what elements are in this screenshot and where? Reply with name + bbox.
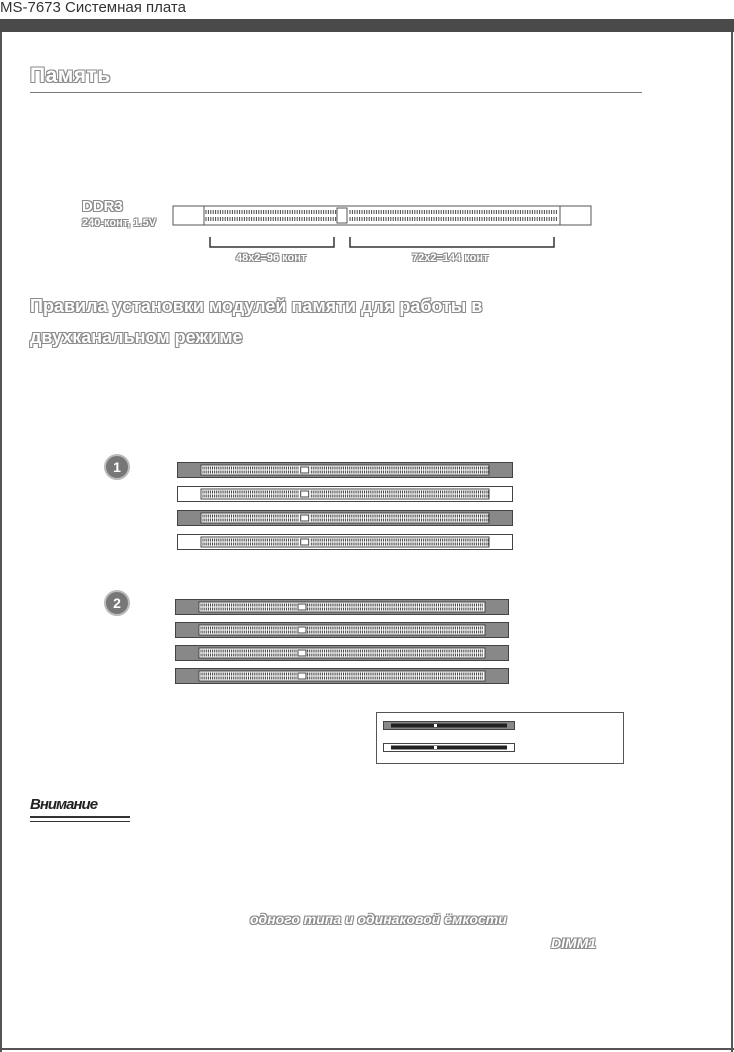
page-frame-bottom bbox=[0, 1048, 734, 1050]
page-frame-left bbox=[0, 32, 2, 1052]
right-pins-label: 72x2=144 конт bbox=[412, 252, 489, 264]
important-note-line2: DIMM1 bbox=[551, 935, 597, 951]
ddr3-spec: 240-конт, 1.5V bbox=[82, 217, 157, 229]
step-1-slot-1 bbox=[178, 463, 513, 478]
right-pin-bracket bbox=[350, 237, 554, 247]
section-title: Память bbox=[30, 64, 111, 87]
dual-channel-title-line2: двухканальном режиме bbox=[30, 327, 243, 347]
step-2-slot-1 bbox=[176, 600, 509, 615]
legend-slot-installed bbox=[384, 722, 515, 730]
ddr3-pins-bottom bbox=[206, 217, 556, 221]
ddr3-key-notch bbox=[337, 208, 347, 223]
section-title-rule bbox=[30, 92, 642, 93]
slot-legend bbox=[376, 712, 624, 764]
step-1-slot-3 bbox=[178, 511, 513, 526]
ddr3-module-outline bbox=[173, 206, 591, 225]
step-1-slot-2 bbox=[178, 487, 513, 502]
step-2-slot-3 bbox=[176, 646, 509, 661]
dual-channel-title-line1: Правила установки модулей памяти для работы в bbox=[30, 296, 483, 316]
legend-slot-empty bbox=[384, 744, 515, 752]
step-2-slot-4 bbox=[176, 669, 509, 684]
step-2-badge: 2 bbox=[104, 590, 130, 616]
page-header-title: MS-7673 Системная плата bbox=[0, 0, 186, 16]
step-1-slot-4 bbox=[178, 535, 513, 550]
step-1-slot-diagram bbox=[177, 462, 513, 550]
page-frame-right bbox=[731, 32, 733, 1052]
important-note-line1: одного типа и одинаковой ёмкости bbox=[250, 911, 507, 927]
important-rule-2 bbox=[30, 821, 130, 822]
left-pin-bracket bbox=[210, 237, 334, 247]
header-bar bbox=[0, 19, 734, 32]
step-1-badge: 1 bbox=[104, 454, 130, 480]
important-rule-1 bbox=[30, 816, 130, 818]
ddr3-pins-top bbox=[206, 210, 556, 214]
important-label: Внимание bbox=[30, 796, 98, 813]
step-2-slot-diagram bbox=[175, 599, 509, 687]
ddr3-label: DDR3 bbox=[82, 198, 123, 215]
left-pins-label: 48x2=96 конт bbox=[236, 252, 307, 264]
ddr3-module-diagram bbox=[172, 205, 592, 257]
step-2-slot-2 bbox=[176, 623, 509, 638]
slot-legend-diagram bbox=[377, 713, 623, 763]
